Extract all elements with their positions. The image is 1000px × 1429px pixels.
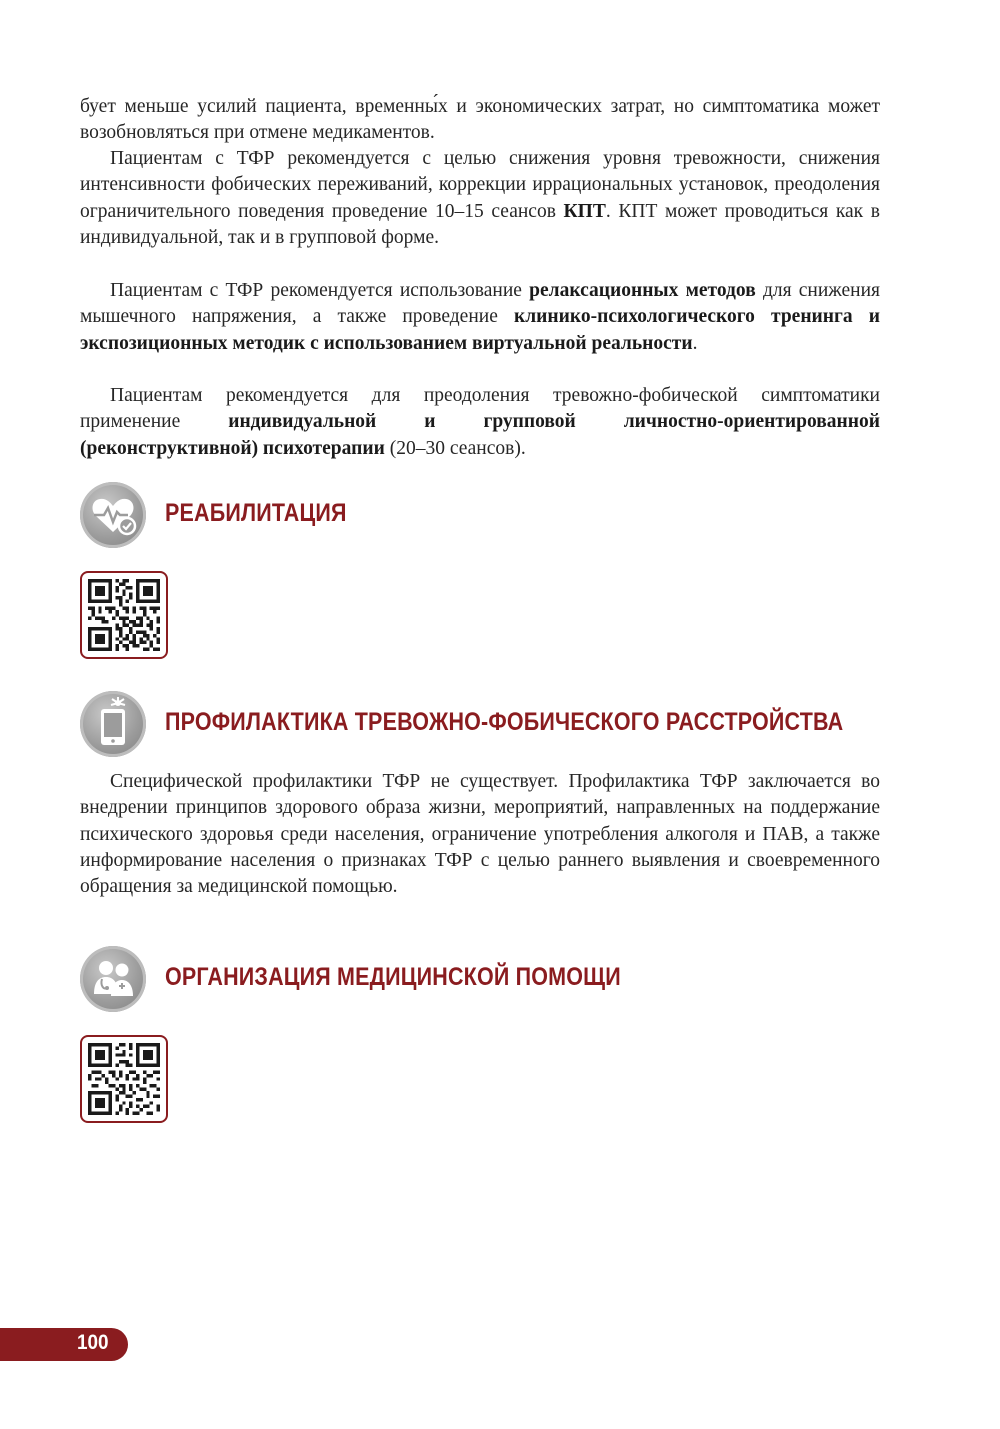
section-title-organization: ОРГАНИЗАЦИЯ МЕДИЦИНСКОЙ ПОМОЩИ [165,963,621,991]
section-title-rehabilitation: РЕАБИЛИТАЦИЯ [165,499,347,527]
paragraph-psycho-bold-1: индивидуальной и групповой личностно-ориентированной (реконструктивной) психотерапии [80,411,880,459]
paragraph-psychotherapy [80,383,880,462]
paragraph-psycho-text-1: Пациентам рекомендуется для преодоления тревожно-фобической симптоматики применение [80,385,880,433]
paragraph-relax-text-2: для снижения мышечного напряжения, а также проведение [80,280,881,328]
doctors-icon [80,946,146,1012]
paragraph-relax-text-3: . [692,332,698,354]
intro-text: бует меньше усилий пациента, временны́х и экономических затрат, но симптоматика может возобновляться при отмене медикаментов. [80,96,880,144]
paragraph-relax-text-1: Пациентам с ТФР рекомендуется использование [110,280,530,301]
heart-pulse-check-icon [80,482,146,548]
paragraph-cbt-text-2: . КПТ может проводиться как в индивидуальной, так и в групповой форме. [80,200,880,248]
intro-paragraph [80,94,880,147]
paragraph-cbt-text-1: Пациентам с ТФР рекомендуется с целью снижения уровня тревожности, снижения интенсивности фобических переживаний, коррекции иррациональных установок, преодоления ограничительного поведения проведение 10–15 сеансов [80,148,880,222]
qr-code-pattern [88,1043,160,1115]
page-number-tab [0,1328,128,1361]
paragraph-cbt [80,146,880,251]
paragraph-prevention [80,769,880,900]
paragraph-psycho-text-2: (20–30 сеансов). [384,437,526,459]
paragraph-relax-bold-1: релаксационных методов [529,280,756,301]
qr-code-pattern [88,579,160,651]
phone-alert-icon [80,691,146,757]
paragraph-relaxation [80,278,880,357]
qr-code-rehabilitation[interactable] [80,571,168,659]
paragraph-cbt-bold-1: КПТ [563,200,606,222]
page-number: 100 [77,1331,109,1354]
paragraph-relax-bold-2: клинико-психологического тренинга и экспозиционных методик с использованием виртуальной реальности [80,306,880,354]
section-title-prevention: ПРОФИЛАКТИКА ТРЕВОЖНО-ФОБИЧЕСКОГО РАССТРОЙСТВА [165,708,844,736]
prevention-text: Специфической профилактики ТФР не существует. Профилактика ТФР заключается во внедрении принципов здорового образа жизни, мероприятий, направленных на поддержание психического здоровья среди населения, ограничение употребления алкоголя и ПАВ, а также информирование населения о признаках ТФР с целью раннего выявления и своевременного обращения за медицинской помощью. [80,771,880,898]
qr-code-organization[interactable] [80,1035,168,1123]
